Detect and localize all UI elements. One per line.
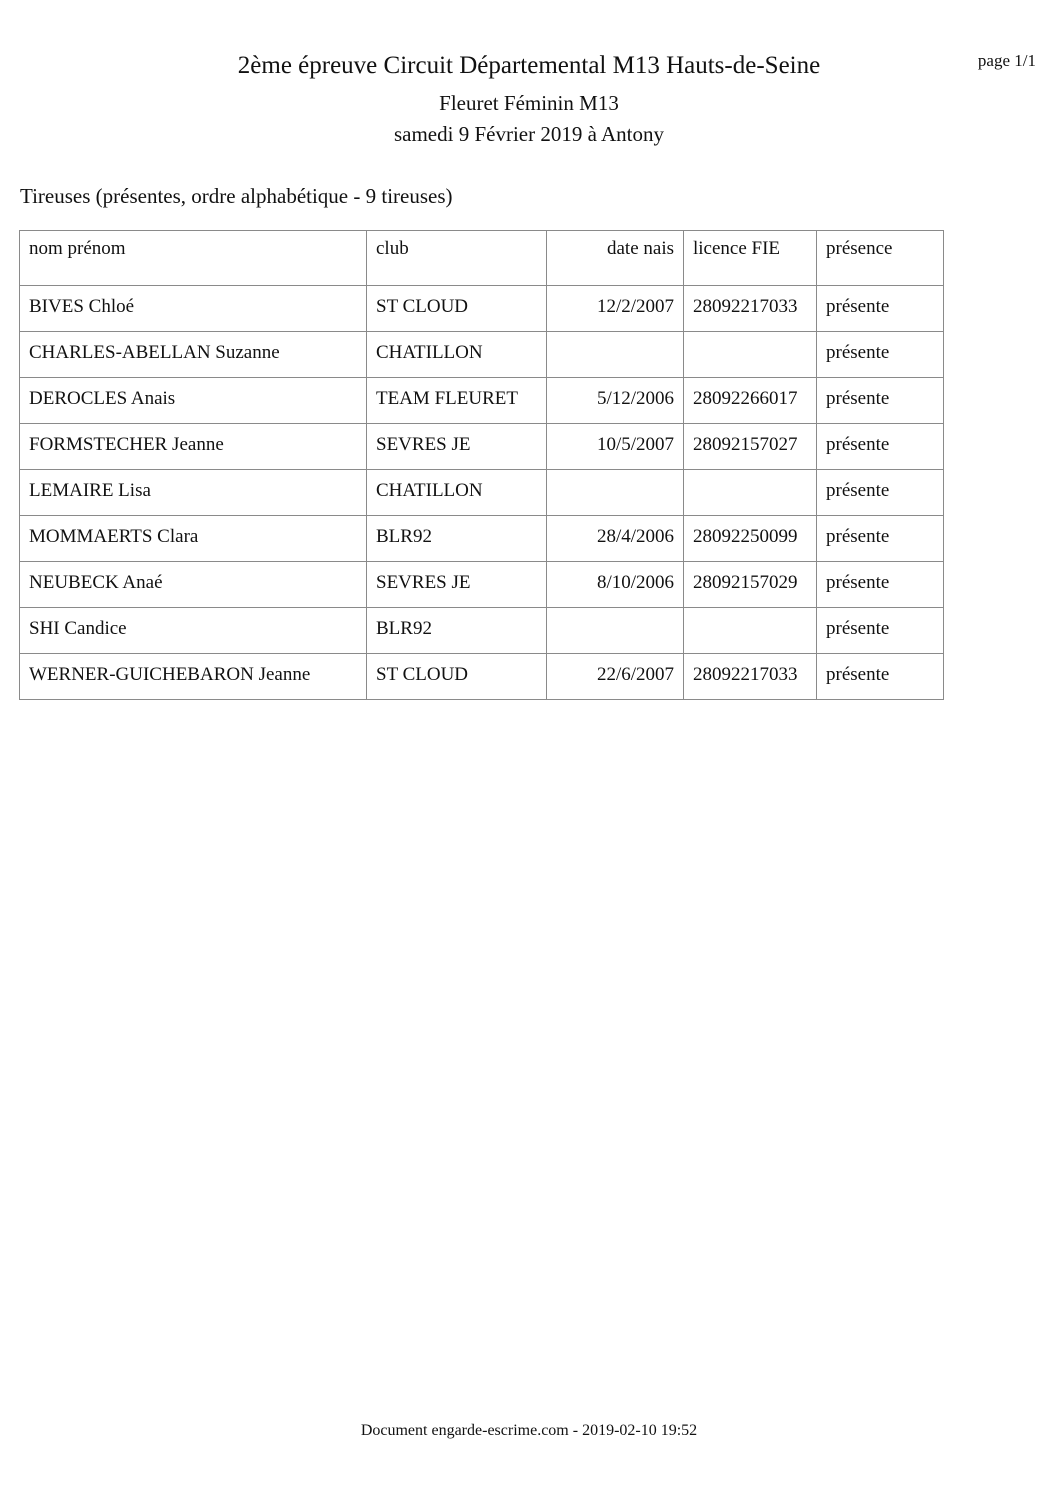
cell-club: TEAM FLEURET [367,378,547,424]
cell-birth-date [547,332,684,378]
event-subtitle: Fleuret Féminin M13 [439,91,619,115]
cell-licence: 28092266017 [684,378,817,424]
cell-presence: présente [817,332,944,378]
table-row [20,608,944,654]
cell-birth-date: 5/12/2006 [547,378,684,424]
cell-birth-date: 22/6/2007 [547,654,684,700]
table-row [20,654,944,700]
cell-presence: présente [817,654,944,700]
cell-licence: 28092217033 [684,286,817,332]
cell-presence: présente [817,424,944,470]
cell-name: MOMMAERTS Clara [20,516,367,562]
cell-birth-date [547,470,684,516]
table-row [20,424,944,470]
table-row [20,332,944,378]
cell-name: SHI Candice [20,608,367,654]
cell-presence: présente [817,608,944,654]
table-header-row [20,231,944,286]
event-date-place: samedi 9 Février 2019 à Antony [393,122,665,146]
column-header-licence: licence FIE [684,231,817,286]
cell-club: BLR92 [367,608,547,654]
cell-name: LEMAIRE Lisa [20,470,367,516]
cell-club: ST CLOUD [367,654,547,700]
cell-club: SEVRES JE [367,562,547,608]
cell-club: SEVRES JE [367,424,547,470]
column-header-club: club [367,231,547,286]
cell-presence: présente [817,286,944,332]
table-row [20,562,944,608]
cell-licence [684,608,817,654]
cell-birth-date: 10/5/2007 [547,424,684,470]
fencers-table [19,230,944,700]
document-title: 2ème épreuve Circuit Départemental M13 Hauts-de-Seine [237,52,821,79]
cell-presence: présente [817,378,944,424]
cell-licence [684,470,817,516]
cell-club: CHATILLON [367,470,547,516]
table-row [20,378,944,424]
cell-birth-date: 28/4/2006 [547,516,684,562]
cell-name: NEUBECK Anaé [20,562,367,608]
section-heading: Tireuses (présentes, ordre alphabétique - 9 tireuses) [20,184,453,208]
cell-name: DEROCLES Anais [20,378,367,424]
table-row [20,516,944,562]
table-row [20,470,944,516]
cell-licence: 28092250099 [684,516,817,562]
column-header-name: nom prénom [20,231,367,286]
cell-licence: 28092217033 [684,654,817,700]
cell-name: WERNER-GUICHEBARON Jeanne [20,654,367,700]
column-header-presence: présence [817,231,944,286]
cell-presence: présente [817,470,944,516]
cell-licence: 28092157027 [684,424,817,470]
cell-name: FORMSTECHER Jeanne [20,424,367,470]
document-footer: Document engarde-escrime.com - 2019-02-10 19:52 [360,1422,698,1439]
cell-club: ST CLOUD [367,286,547,332]
page-number: page 1/1 [977,51,1036,70]
cell-name: BIVES Chloé [20,286,367,332]
cell-name: CHARLES-ABELLAN Suzanne [20,332,367,378]
cell-birth-date: 12/2/2007 [547,286,684,332]
cell-birth-date: 8/10/2006 [547,562,684,608]
cell-presence: présente [817,516,944,562]
cell-club: BLR92 [367,516,547,562]
cell-club: CHATILLON [367,332,547,378]
column-header-birth-date: date nais [547,231,684,286]
table-row [20,286,944,332]
cell-presence: présente [817,562,944,608]
cell-licence: 28092157029 [684,562,817,608]
cell-birth-date [547,608,684,654]
cell-licence [684,332,817,378]
